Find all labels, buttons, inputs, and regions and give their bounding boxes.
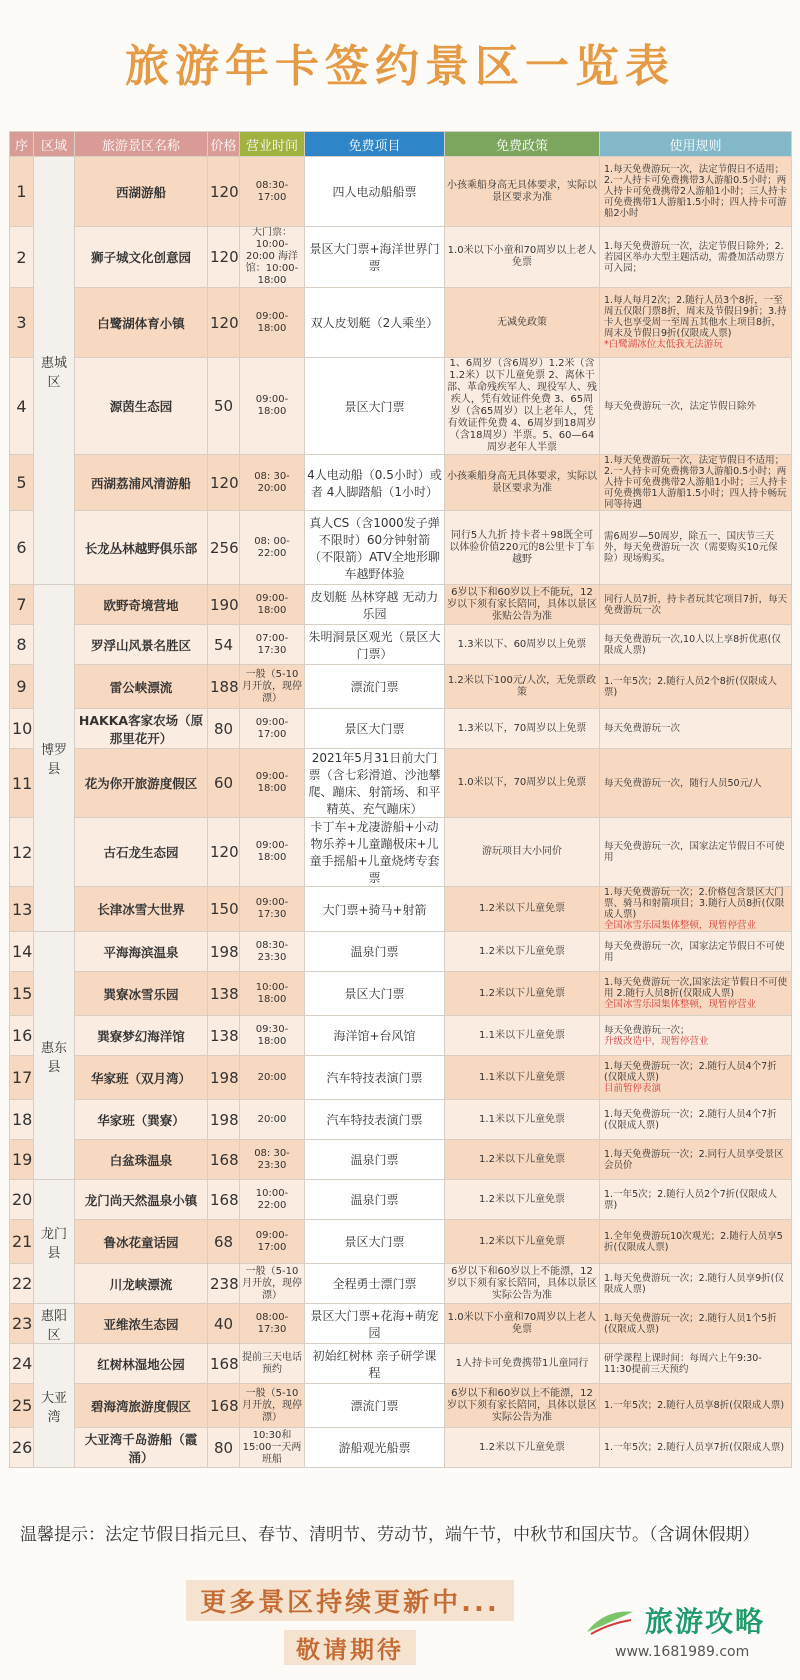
free-items-cell: 4人电动船（0.5小时）或者 4人脚踏船（1小时） xyxy=(305,455,445,511)
hours-cell: 大门票：10:00-20:00 海洋馆：10:00-18:00 xyxy=(240,227,305,288)
scenic-name: 罗浮山风景名胜区 xyxy=(75,625,208,665)
hours-cell: 一般（5-10月开放，现停漂） xyxy=(240,1384,305,1428)
scenic-name: 大亚湾千岛游船（霞涌） xyxy=(75,1428,208,1468)
price-cell: 120 xyxy=(208,227,240,288)
row-index: 26 xyxy=(10,1428,34,1468)
price-cell: 198 xyxy=(208,932,240,972)
rules-cell xyxy=(600,932,792,972)
rules-text: 1.全年免费游玩10次观光；2.随行人员享5折(仅限成人票) xyxy=(604,1230,783,1253)
tip-text: 温馨提示：法定节假日指元旦、春节、清明节、劳动节，端午节，中秋节和国庆节。（含调休假期） xyxy=(20,1525,760,1545)
table-row xyxy=(10,358,792,455)
scenic-name: 雷公峡漂流 xyxy=(75,665,208,709)
logo-url: www.1681989.com xyxy=(615,1644,750,1660)
row-index: 25 xyxy=(10,1384,34,1428)
rules-note: 全国冰雪乐园集体整顿，现暂停营业 xyxy=(604,920,757,931)
free-items-cell: 景区大门票+花海+萌宠园 xyxy=(305,1304,445,1344)
rules-text: 每天免费游玩一次，法定节假日除外 xyxy=(604,400,757,412)
free-policy-cell: 1.0米以下小童和70周岁以上老人免票 xyxy=(445,1304,600,1344)
rules-cell xyxy=(600,1220,792,1264)
scenic-name: 古石龙生态园 xyxy=(75,818,208,887)
rules-cell xyxy=(600,1100,792,1140)
rules-cell xyxy=(600,1264,792,1304)
rules-note: 升级改造中，现暂停营业 xyxy=(604,1035,709,1047)
free-items-cell: 景区大门票 xyxy=(305,1220,445,1264)
free-items-cell: 初始红树林 亲子研学课程 xyxy=(305,1344,445,1384)
hours-cell: 09:00-17:00 xyxy=(240,709,305,749)
price-cell: 40 xyxy=(208,1304,240,1344)
header-hours: 营业时间 xyxy=(240,132,305,157)
hours-cell: 09:00-18:00 xyxy=(240,288,305,358)
scenic-name: 华家班（双月湾） xyxy=(75,1056,208,1100)
rules-cell xyxy=(600,1016,792,1056)
rules-text: 需6周岁—50周岁，除五一、国庆节三天外，每天免费游玩一次（需要购买10元保险）现场购买。 xyxy=(604,531,778,564)
scenic-name: 白鹭湖体育小镇 xyxy=(75,288,208,358)
hours-cell: 08:30-17:00 xyxy=(240,157,305,227)
free-policy-cell: 6岁以下和60岁以上不能漂，12岁以下须有家长陪同，具体以景区实际公告为准 xyxy=(445,1384,600,1428)
table-row xyxy=(10,585,792,625)
row-index: 21 xyxy=(10,1220,34,1264)
region-cell: 惠阳区 xyxy=(34,1304,75,1344)
scenic-table xyxy=(9,131,791,1478)
table-row xyxy=(10,1220,792,1264)
free-items-cell: 温泉门票 xyxy=(305,932,445,972)
rules-text: 1.每天免费游玩一次；2.随行人员4个7折(仅限成人票) xyxy=(604,1108,777,1131)
free-policy-cell: 1.1米以下儿童免票 xyxy=(445,1056,600,1100)
free-items-cell: 汽车特技表演门票 xyxy=(305,1100,445,1140)
row-index: 1 xyxy=(10,157,34,227)
scenic-name: 平海海滨温泉 xyxy=(75,932,208,972)
rules-text: 同行人员7折，持卡者玩其它项目7折，每天免费游玩一次 xyxy=(604,593,788,616)
table-row xyxy=(10,665,792,709)
hours-cell: 20:00 xyxy=(240,1100,305,1140)
table-row xyxy=(10,511,792,585)
row-index: 9 xyxy=(10,665,34,709)
price-cell: 256 xyxy=(208,511,240,585)
rules-cell xyxy=(600,1384,792,1428)
row-index: 14 xyxy=(10,932,34,972)
row-index: 3 xyxy=(10,288,34,358)
hours-cell: 09:00-18:00 xyxy=(240,818,305,887)
scenic-name: HAKKA客家农场（原那里花开） xyxy=(75,709,208,749)
region-cell: 惠东县 xyxy=(34,932,75,1180)
scenic-name: 华家班（巽寮） xyxy=(75,1100,208,1140)
rules-cell xyxy=(600,511,792,585)
free-policy-cell: 1.3米以下、60周岁以上免票 xyxy=(445,625,600,665)
rules-text: 1.每天免费游玩一次，法定节假日不适用；2.一人持卡可免费携带3人游船0.5小时；两人持卡可免费携带2人游船1小时；三人持卡可免费携带1人游船1.5小时；四人持卡可游船2小时 xyxy=(604,164,788,219)
header-price: 价格 xyxy=(208,132,240,157)
row-index: 24 xyxy=(10,1344,34,1384)
hours-cell: 08: 30-23:30 xyxy=(240,1140,305,1180)
price-cell: 198 xyxy=(208,1100,240,1140)
hours-cell: 09:00-18:00 xyxy=(240,585,305,625)
hours-cell: 提前三天电话预约 xyxy=(240,1344,305,1384)
free-items-cell: 景区大门票+海洋世界门票 xyxy=(305,227,445,288)
hours-cell: 10:00-22:00 xyxy=(240,1180,305,1220)
hours-cell: 08: 00-22:00 xyxy=(240,511,305,585)
rules-cell xyxy=(600,585,792,625)
price-cell: 120 xyxy=(208,288,240,358)
price-cell: 150 xyxy=(208,887,240,932)
price-cell: 120 xyxy=(208,157,240,227)
table-row xyxy=(10,818,792,887)
free-policy-cell: 1.2米以下儿童免票 xyxy=(445,1140,600,1180)
rules-text: 研学课程上课时间：每周六上午9:30-11:30提前三天预约 xyxy=(604,1352,762,1375)
table-row xyxy=(10,1344,792,1384)
table-row xyxy=(10,1180,792,1220)
free-policy-cell: 1、6周岁（含6周岁）1.2米（含1.2米）以下儿童免票 2、离休干部、革命残疾军人、现役军人、残疾人，凭有效证件免费 3、65周岁（含65周岁）以上老年人，凭有效证件免费 4、6周岁到18周岁（含18周岁）半票。5、60—64周岁老年人半票 xyxy=(445,358,600,455)
price-cell: 120 xyxy=(208,455,240,511)
free-items-cell: 朱明洞景区观光（景区大门票） xyxy=(305,625,445,665)
scenic-name: 欧野奇境营地 xyxy=(75,585,208,625)
free-policy-cell: 1.2米以下儿童免票 xyxy=(445,1220,600,1264)
update-text: 更多景区持续更新中... xyxy=(186,1580,514,1621)
row-index: 18 xyxy=(10,1100,34,1140)
row-index: 7 xyxy=(10,585,34,625)
rules-cell xyxy=(600,749,792,818)
rules-text: 1.每天免费游玩一次,国家法定节假日不可使用 2.随行人员8折(仅限成人票) xyxy=(604,977,788,999)
row-index: 22 xyxy=(10,1264,34,1304)
hours-cell: 08:30-23:30 xyxy=(240,932,305,972)
rules-note: *白鹭湖冰位太低我无法游玩 xyxy=(604,339,723,350)
table-row xyxy=(10,157,792,227)
price-cell: 198 xyxy=(208,1056,240,1100)
price-cell: 168 xyxy=(208,1180,240,1220)
free-policy-cell: 1.0米以下小童和70周岁以上老人免票 xyxy=(445,227,600,288)
rules-text: 每天免费游玩一次 xyxy=(604,723,681,734)
scenic-name: 巽寮冰雪乐园 xyxy=(75,972,208,1016)
scenic-name: 碧海湾旅游度假区 xyxy=(75,1384,208,1428)
page-title: 旅游年卡签约景区一览表 xyxy=(125,41,675,92)
scenic-name: 红树林湿地公园 xyxy=(75,1344,208,1384)
scenic-name: 川龙峡漂流 xyxy=(75,1264,208,1304)
scenic-name: 龙门尚天然温泉小镇 xyxy=(75,1180,208,1220)
free-items-cell: 全程勇士漂门票 xyxy=(305,1264,445,1304)
hours-cell: 08:00-17:30 xyxy=(240,1304,305,1344)
row-index: 12 xyxy=(10,818,34,887)
table-row xyxy=(10,227,792,288)
table-row xyxy=(10,887,792,932)
free-items-cell: 四人电动船船票 xyxy=(305,157,445,227)
hours-cell: 08: 30-20:00 xyxy=(240,455,305,511)
rules-cell xyxy=(600,288,792,358)
free-items-cell: 双人皮划艇（2人乘坐） xyxy=(305,288,445,358)
free-items-cell: 大门票+骑马+射箭 xyxy=(305,887,445,932)
table-row xyxy=(10,1428,792,1468)
rules-cell xyxy=(600,358,792,455)
rules-cell xyxy=(600,1304,792,1344)
free-policy-cell: 1.1米以下儿童免票 xyxy=(445,1016,600,1056)
region-cell: 博罗县 xyxy=(34,585,75,932)
logo-text: 旅游攻略 xyxy=(645,1605,766,1638)
rules-cell xyxy=(600,887,792,932)
free-items-cell: 2021年5月31日前大门票（含七彩滑道、沙池攀爬、蹦床、射箭场、和平精英、充气蹦床） xyxy=(305,749,445,818)
free-items-cell: 真人CS（含1000发子弹不限时）60分钟射箭（不限箭）ATV全地形聊车越野体验 xyxy=(305,511,445,585)
rules-cell xyxy=(600,1428,792,1468)
table-row xyxy=(10,455,792,511)
hours-cell: 一般（5-10月开放，现停漂） xyxy=(240,665,305,709)
price-cell: 80 xyxy=(208,709,240,749)
scenic-name: 亚维浓生态园 xyxy=(75,1304,208,1344)
price-cell: 138 xyxy=(208,972,240,1016)
free-policy-cell: 游玩项目大小同价 xyxy=(445,818,600,887)
hours-cell: 07:00-17:30 xyxy=(240,625,305,665)
region-cell: 惠城区 xyxy=(34,157,75,585)
row-index: 11 xyxy=(10,749,34,818)
rules-text: 每天免费游玩一次，国家法定节假日不可使用 xyxy=(604,841,785,863)
rules-text: 1.一年5次；2.随行人员2个8折(仅限成人票) xyxy=(604,675,777,698)
free-items-cell: 景区大门票 xyxy=(305,709,445,749)
rules-cell xyxy=(600,455,792,511)
rules-text: 每天免费游玩一次，随行人员50元/人 xyxy=(604,777,762,789)
free-items-cell: 温泉门票 xyxy=(305,1180,445,1220)
free-items-cell: 皮划艇 丛林穿越 无动力乐园 xyxy=(305,585,445,625)
table-row xyxy=(10,932,792,972)
rules-text: 1.每天免费游玩一次；2.随行人员4个7折(仅限成人票) xyxy=(604,1061,777,1083)
rules-note: 目前暂停表演 xyxy=(604,1083,662,1094)
rules-cell xyxy=(600,1344,792,1384)
rules-cell xyxy=(600,972,792,1016)
free-items-cell: 卡丁车+龙凄游船+小动物乐养+儿童蹦极床+儿童手摇船+儿童烧烤专套票 xyxy=(305,818,445,887)
table-row xyxy=(10,1384,792,1428)
free-policy-cell: 1.2米以下儿童免票 xyxy=(445,1180,600,1220)
free-items-cell: 景区大门票 xyxy=(305,358,445,455)
free-policy-cell: 1.2米以下儿童免票 xyxy=(445,1428,600,1468)
leaf-swoosh-icon xyxy=(585,1606,635,1636)
price-cell: 190 xyxy=(208,585,240,625)
free-items-cell: 海洋馆+台风馆 xyxy=(305,1016,445,1056)
free-items-cell: 漂流门票 xyxy=(305,1384,445,1428)
scenic-name: 源茵生态园 xyxy=(75,358,208,455)
scenic-name: 西湖荔浦风清游船 xyxy=(75,455,208,511)
free-policy-cell: 1.2米以下儿童免票 xyxy=(445,972,600,1016)
scenic-name: 长龙丛林越野俱乐部 xyxy=(75,511,208,585)
site-logo xyxy=(585,1600,795,1675)
free-items-cell: 温泉门票 xyxy=(305,1140,445,1180)
price-cell: 68 xyxy=(208,1220,240,1264)
free-items-cell: 汽车特技表演门票 xyxy=(305,1056,445,1100)
scenic-name: 长津冰雪大世界 xyxy=(75,887,208,932)
price-cell: 138 xyxy=(208,1016,240,1056)
region-cell: 龙门县 xyxy=(34,1180,75,1304)
rules-text: 每天免费游玩一次； xyxy=(604,1024,690,1036)
free-policy-cell: 无减免政策 xyxy=(445,288,600,358)
free-policy-cell: 1人持卡可免费携带1儿童同行 xyxy=(445,1344,600,1384)
hours-cell: 09:00-17:30 xyxy=(240,887,305,932)
scenic-name: 花为你开旅游度假区 xyxy=(75,749,208,818)
row-index: 10 xyxy=(10,709,34,749)
table-row xyxy=(10,1140,792,1180)
row-index: 20 xyxy=(10,1180,34,1220)
rules-text: 1.每天免费游玩一次；2.随行人员享9折(仅限成人票) xyxy=(604,1272,784,1295)
free-policy-cell: 同行5人九折 持卡者＋98既全可以体验价值220元的8公里卡丁车越野 xyxy=(445,511,600,585)
expect-text: 敬请期待 xyxy=(284,1630,416,1665)
header-index: 序 xyxy=(10,132,34,157)
hours-cell: 一般（5-10月开放，现停漂） xyxy=(240,1264,305,1304)
table-row xyxy=(10,1016,792,1056)
row-index: 5 xyxy=(10,455,34,511)
free-policy-cell: 1.3米以下，70周岁以上免票 xyxy=(445,709,600,749)
table-row xyxy=(10,749,792,818)
price-cell: 54 xyxy=(208,625,240,665)
rules-cell xyxy=(600,818,792,887)
hours-cell: 09:00-18:00 xyxy=(240,749,305,818)
rules-cell xyxy=(600,157,792,227)
hours-cell: 09:00-18:00 xyxy=(240,358,305,455)
row-index: 2 xyxy=(10,227,34,288)
scenic-name: 狮子城文化创意园 xyxy=(75,227,208,288)
price-cell: 60 xyxy=(208,749,240,818)
rules-text: 1.每人每月2次；2.随行人员3个8折，一至周五仅限门票8折，周末及节假日9折；3.持卡人也享受周一至周五其他水上项目8折，周末及节假日9折(仅限成人票) xyxy=(604,295,787,339)
free-policy-cell: 1.1米以下儿童免票 xyxy=(445,1100,600,1140)
rules-cell xyxy=(600,227,792,288)
header-name: 旅游景区名称 xyxy=(75,132,208,157)
rules-cell xyxy=(600,1056,792,1100)
free-items-cell: 漂流门票 xyxy=(305,665,445,709)
price-cell: 238 xyxy=(208,1264,240,1304)
price-cell: 188 xyxy=(208,665,240,709)
price-cell: 120 xyxy=(208,818,240,887)
table-row xyxy=(10,625,792,665)
table-row xyxy=(10,1100,792,1140)
table-row xyxy=(10,1056,792,1100)
hours-cell: 09:00-17:00 xyxy=(240,1220,305,1264)
hours-cell: 20:00 xyxy=(240,1056,305,1100)
table-header-row xyxy=(10,132,792,157)
hours-cell: 09:30-18:00 xyxy=(240,1016,305,1056)
rules-text: 1.每天免费游玩一次；2.随行人员1个5折(仅限成人票) xyxy=(604,1312,777,1335)
table-row xyxy=(10,288,792,358)
table-row xyxy=(10,709,792,749)
table-body xyxy=(10,157,792,1468)
rules-text: 1.一年5次；2.随行人员享7折(仅限成人票) xyxy=(604,1442,785,1453)
row-index: 19 xyxy=(10,1140,34,1180)
free-policy-cell: 1.0米以下，70周岁以上免票 xyxy=(445,749,600,818)
hours-cell: 10:30和15:00一天两班船 xyxy=(240,1428,305,1468)
header-rules: 使用规则 xyxy=(600,132,792,157)
free-items-cell: 景区大门票 xyxy=(305,972,445,1016)
row-index: 4 xyxy=(10,358,34,455)
rules-text: 1.每天免费游玩一次，法定节假日除外；2.若园区举办大型主题活动，需叠加活动票方可入园； xyxy=(604,240,785,274)
free-policy-cell: 6岁以下和60岁以上不能漂，12岁以下须有家长陪同，具体以景区实际公告为准 xyxy=(445,1264,600,1304)
header-free-items: 免费项目 xyxy=(305,132,445,157)
rules-text: 1.每天免费游玩一次；2.价格包含景区大门票、骑马和射箭项目；3.随行人员8折(仅限成人票) xyxy=(604,887,785,920)
rules-text: 1.每天免费游玩一次，法定节假日不适用；2.一人持卡可免费携带3人游船0.5小时；两人持卡可免费携带2人游船1小时；三人持卡可免费携带1人游船1.5小时；四人持卡畅玩同等待遇 xyxy=(604,455,788,510)
rules-cell xyxy=(600,1140,792,1180)
rules-note: 全国冰雪乐园集体整顿，现暂停营业 xyxy=(604,999,757,1010)
header-free-policy: 免费政策 xyxy=(445,132,600,157)
price-cell: 168 xyxy=(208,1384,240,1428)
rules-text: 每天免费游玩一次,10人以上享8折优惠(仅限成人票) xyxy=(604,633,781,656)
table-row xyxy=(10,1264,792,1304)
free-policy-cell: 1.2米以下儿童免票 xyxy=(445,932,600,972)
scenic-name: 鲁冰花童话园 xyxy=(75,1220,208,1264)
price-cell: 80 xyxy=(208,1428,240,1468)
scenic-name: 西湖游船 xyxy=(75,157,208,227)
free-policy-cell: 1.2米以下100元/人次，无免票政策 xyxy=(445,665,600,709)
region-cell: 大亚湾 xyxy=(34,1344,75,1468)
rules-text: 1.一年5次；2.随行人员享8折(仅限成人票) xyxy=(604,1400,785,1411)
row-index: 13 xyxy=(10,887,34,932)
scenic-name: 白盆珠温泉 xyxy=(75,1140,208,1180)
rules-cell xyxy=(600,709,792,749)
price-cell: 168 xyxy=(208,1140,240,1180)
row-index: 6 xyxy=(10,511,34,585)
free-items-cell: 游船观光船票 xyxy=(305,1428,445,1468)
row-index: 23 xyxy=(10,1304,34,1344)
rules-cell xyxy=(600,1180,792,1220)
price-cell: 168 xyxy=(208,1344,240,1384)
price-cell: 50 xyxy=(208,358,240,455)
rules-text: 每天免费游玩一次，国家法定节假日不可使用 xyxy=(604,940,785,963)
row-index: 15 xyxy=(10,972,34,1016)
free-policy-cell: 小孩乘船身高无具体要求，实际以景区要求为准 xyxy=(445,157,600,227)
free-policy-cell: 1.2米以下儿童免票 xyxy=(445,887,600,932)
row-index: 17 xyxy=(10,1056,34,1100)
table-row xyxy=(10,972,792,1016)
rules-text: 1.一年5次；2.随行人员2个7折(仅限成人票) xyxy=(604,1188,777,1211)
free-policy-cell: 小孩乘船身高无具体要求，实际以景区要求为准 xyxy=(445,455,600,511)
header-region: 区域 xyxy=(34,132,75,157)
free-policy-cell: 6岁以下和60岁以上不能玩，12岁以下须有家长陪同，具体以景区张贴公告为准 xyxy=(445,585,600,625)
table-row xyxy=(10,1304,792,1344)
rules-cell xyxy=(600,625,792,665)
hours-cell: 10:00-18:00 xyxy=(240,972,305,1016)
rules-cell xyxy=(600,665,792,709)
scenic-name: 巽寮梦幻海洋馆 xyxy=(75,1016,208,1056)
rules-text: 1.每天免费游玩一次；2.同行人员享受景区会员价 xyxy=(604,1148,784,1171)
row-index: 16 xyxy=(10,1016,34,1056)
row-index: 8 xyxy=(10,625,34,665)
